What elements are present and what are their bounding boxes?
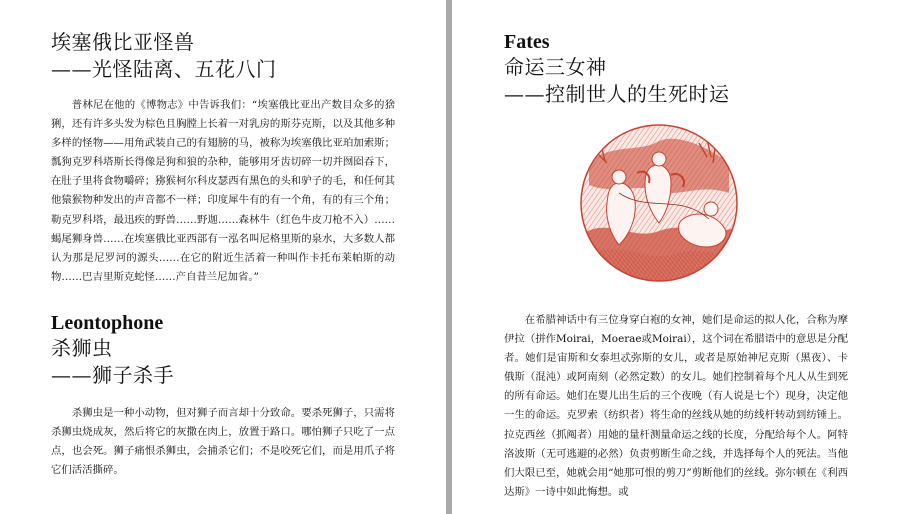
section-paragraph: 普林尼在他的《博物志》中告诉我们：“埃塞俄比亚出产数目众多的猞猁，还有许多头发为棕色且胸膛上长着一对乳房的斯芬克斯，以及其他多种多样的怪物——用角武装自己的有翅膀的马，被称为埃塞俄比亚珀加索斯；瓢狗克罗科塔斯长得像是狗和狼的杂种，能够用牙齿切碎一切并囫囵吞下，在肚子里将食物嚼碎；猕猴柯尔科皮瑟西有黑色的头和驴子的毛，和任何其他猿猴物种发出的声音都不一样；印度犀牛有的有一个角，有的有三个角；勒克罗科塔，最迅疾的野兽……野迦……森林牛（红色牛皮刀枪不入）……蝎尾狮身兽……在埃塞俄比亚西部有一泓名叫尼格里斯的泉水，大多数人都认为那是尼罗河的源头……在它的附近生活着一种叫作卡托布莱帕斯的动物……巴吉里斯克蛇怪……产自昔兰尼加省。”	[51, 99, 395, 283]
section-title-en: Fates	[504, 31, 550, 53]
section-title-en: Leontophone	[51, 312, 164, 334]
section-subtitle: ——狮子杀手	[51, 363, 174, 387]
section-ethiopian-monsters-heading	[51, 29, 277, 83]
section-subtitle: ——控制世人的生死时运	[504, 82, 730, 106]
three-fates-engraving-icon	[579, 123, 739, 283]
section-title: 杀狮虫	[51, 336, 113, 360]
section-leontophone-heading	[51, 311, 174, 389]
right-page	[452, 0, 898, 514]
section-title: 埃塞俄比亚怪兽	[51, 30, 195, 54]
section-title: 命运三女神	[504, 55, 607, 79]
section-paragraph: 在希腊神话中有三位身穿白袍的女神，她们是命运的拟人化，合称为摩伊拉（拼作Moirai，Moerae或Moirai），这个词在希腊语中的意思是分配者。她们是宙斯和女泰坦忒弥斯的女儿，或者是原始神尼克斯（黑夜）、卡俄斯（混沌）或阿南刻（必然定数）的女儿。她们控制着每个凡人从生到死的所有命运。她们在婴儿出生后的三个夜晚（有人说是七个）现身，决定他一生的命运。克罗索（纺织者）将生命的丝线从她的纺线杆转动到纺锤上。拉克西丝（抓阄者）用她的量杆测量命运之线的长度，分配给每个人。阿特洛波斯（无可逃避的必然）负责剪断生命之线，并选择每个人的死法。当他们大限已至，她就会用“她那可恨的剪刀”剪断他们的丝线。弥尔顿在《利西达斯》一诗中如此悔想。或	[504, 314, 848, 498]
section-fates-heading	[504, 30, 730, 108]
left-page	[0, 0, 446, 514]
section-paragraph: 杀狮虫是一种小动物，但对狮子而言却十分致命。要杀死狮子，只需将杀狮虫烧成灰，然后将它的灰撒在肉上，放置于路口。哪怕狮子只吃了一点点，也会死。狮子痛恨杀狮虫，会捕杀它们；不是咬死它们，而是用爪子将它们活活撕碎。	[51, 407, 395, 477]
section-subtitle: ——光怪陆离、五花八门	[51, 57, 277, 81]
